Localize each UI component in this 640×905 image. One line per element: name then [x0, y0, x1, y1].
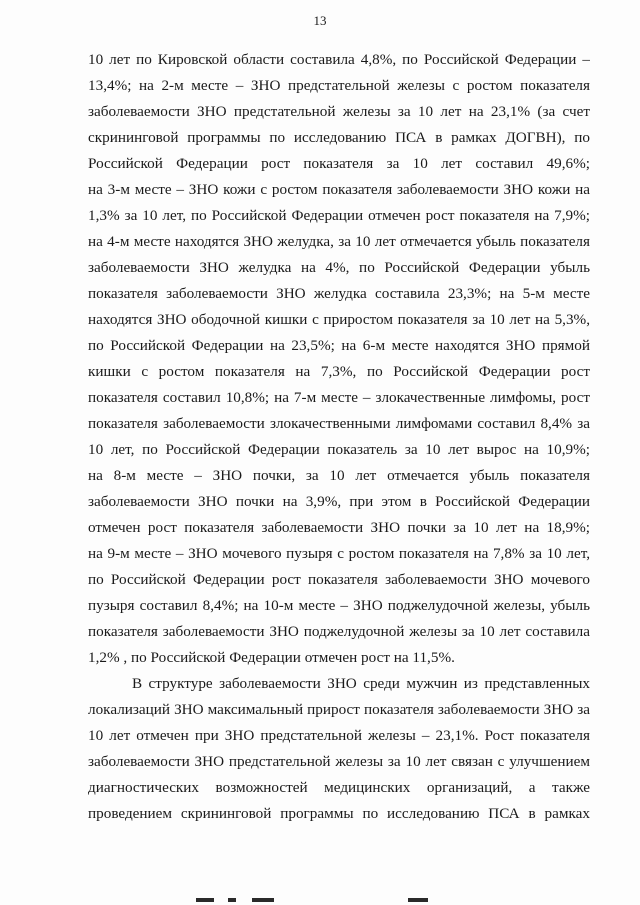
- text-line: диагностических возможностей медицинских организаций, а также: [88, 779, 590, 796]
- text-line: 13,4%; на 2-м месте – ЗНО предстательной железы с ростом показателя: [88, 77, 590, 94]
- page-number: 13: [313, 13, 327, 28]
- text-line: заболеваемости ЗНО желудка на 4%, по Российской Федерации убыль: [88, 259, 590, 276]
- text-line: заболеваемости ЗНО почки на 3,9%, при этом в Российской Федерации: [88, 493, 590, 510]
- text-line: 10 лет отмечен при ЗНО предстательной железы – 23,1%. Рост показателя: [88, 727, 590, 744]
- text-line: кишки с ростом показателя на 7,3%, по Российской Федерации рост: [88, 363, 590, 380]
- paragraph-cancer-incidence-ranking: [88, 47, 590, 671]
- text-line: показателя заболеваемости ЗНО поджелудочной железы за 10 лет составила: [88, 623, 590, 640]
- text-line: на 3-м месте – ЗНО кожи с ростом показателя заболеваемости ЗНО кожи на: [88, 181, 590, 198]
- text-line: проведением скрининговой программы по исследованию ПСА в рамках: [88, 805, 590, 822]
- scan-artifact: [228, 898, 236, 902]
- text-line: заболеваемости ЗНО предстательной железы за 10 лет на 23,1% (за счет: [88, 103, 590, 120]
- text-line: на 4-м месте находятся ЗНО желудка, за 10 лет отмечается убыль показателя: [88, 233, 590, 250]
- text-line: скрининговой программы по исследованию ПСА в рамках ДОГВН), по: [88, 129, 590, 146]
- text-line: В структуре заболеваемости ЗНО среди мужчин из представленных: [132, 675, 590, 692]
- text-line: Российской Федерации рост показателя за 10 лет составил 49,6%;: [88, 155, 590, 172]
- text-line: на 9-м месте – ЗНО мочевого пузыря с ростом показателя на 7,8% за 10 лет,: [88, 545, 590, 562]
- paragraph-male-structure: [88, 671, 590, 827]
- scan-artifact: [196, 898, 214, 902]
- text-line: показателя заболеваемости ЗНО желудка составила 23,3%; на 5-м месте: [88, 285, 590, 302]
- text-line: 10 лет по Кировской области составила 4,8%, по Российской Федерации –: [88, 51, 590, 68]
- text-line: показателя заболеваемости злокачественными лимфомами составил 8,4% за: [88, 415, 590, 432]
- text-line: 1,3% за 10 лет, по Российской Федерации отмечен рост показателя на 7,9%;: [88, 207, 590, 224]
- text-line: 1,2% , по Российской Федерации отмечен рост на 11,5%.: [88, 649, 455, 666]
- text-line: отмечен рост показателя заболеваемости ЗНО почки за 10 лет на 18,9%;: [88, 519, 590, 536]
- text-line: по Российской Федерации на 23,5%; на 6-м месте находятся ЗНО прямой: [88, 337, 590, 354]
- text-line: по Российской Федерации рост показателя заболеваемости ЗНО мочевого: [88, 571, 590, 588]
- scan-artifact: [408, 898, 428, 902]
- text-line: заболеваемости ЗНО предстательной железы за 10 лет связан с улучшением: [88, 753, 590, 770]
- text-line: 10 лет, по Российской Федерации показатель за 10 лет вырос на 10,9%;: [88, 441, 590, 458]
- text-line: находятся ЗНО ободочной кишки с приростом показателя за 10 лет на 5,3%,: [88, 311, 590, 328]
- text-line: локализаций ЗНО максимальный прирост показателя заболеваемости ЗНО за: [88, 701, 590, 718]
- text-line: на 8-м месте – ЗНО почки, за 10 лет отмечается убыль показателя: [88, 467, 590, 484]
- text-line: показателя составил 10,8%; на 7-м месте – злокачественные лимфомы, рост: [88, 389, 590, 406]
- scan-artifact: [252, 898, 274, 902]
- text-line: пузыря составил 8,4%; на 10-м месте – ЗНО поджелудочной железы, убыль: [88, 597, 590, 614]
